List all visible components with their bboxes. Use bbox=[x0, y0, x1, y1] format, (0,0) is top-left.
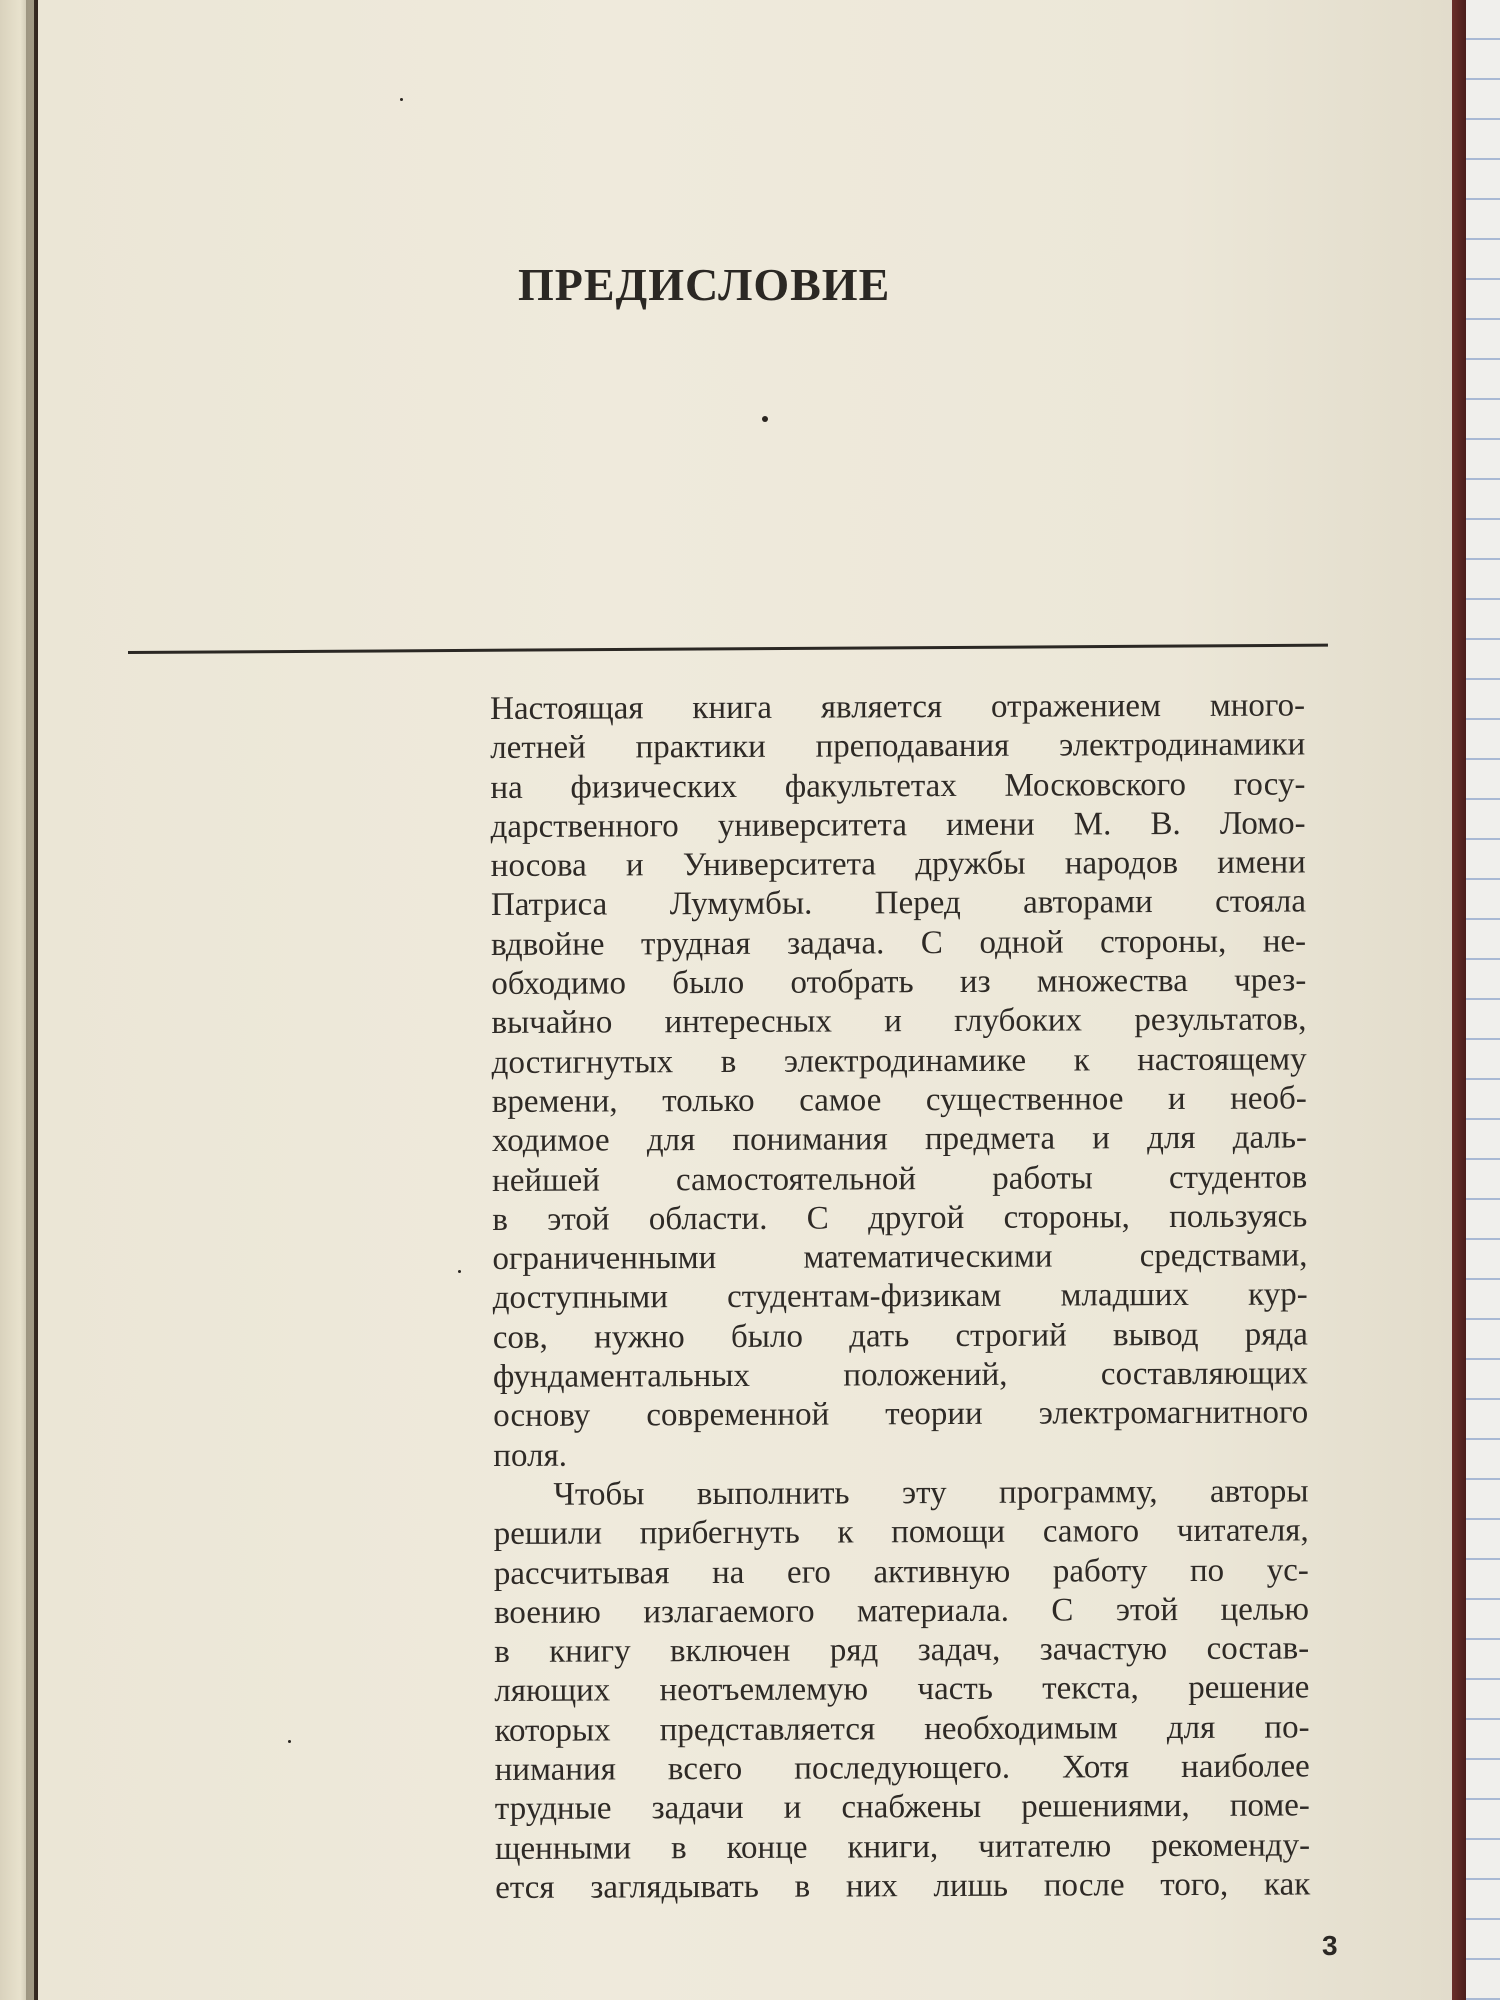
text-line: ходимое для понимания предмета и для даль- bbox=[491, 1119, 1308, 1160]
text-line: времени, только самое существенное и необ- bbox=[491, 1080, 1307, 1120]
text-line: сов, нужно было дать строгий вывод ряда bbox=[492, 1316, 1308, 1356]
preface-text bbox=[490, 686, 1310, 1908]
paragraph-2 bbox=[493, 1472, 1310, 1908]
lined-paper-edge bbox=[1466, 0, 1500, 2000]
text-line: поля. bbox=[493, 1437, 568, 1474]
text-line: ляющих неотъемлемую часть текста, решение bbox=[494, 1669, 1310, 1710]
ink-speck bbox=[762, 416, 768, 422]
ink-speck bbox=[288, 1740, 291, 1743]
text-line: щенными в конце книги, читателю рекоменду- bbox=[494, 1827, 1311, 1867]
text-line: на физических факультетах Московского госу- bbox=[490, 766, 1306, 806]
text-line: рассчитывая на его активную работу по ус- bbox=[493, 1551, 1309, 1592]
text-line: ограниченными математическими средствами, bbox=[492, 1237, 1308, 1278]
text-line: Чтобы выполнить эту программу, авторы bbox=[553, 1473, 1309, 1513]
text-line: Настоящая книга является отражением много- bbox=[490, 687, 1306, 727]
text-line: воению излагаемого материала. С этой целью bbox=[493, 1591, 1310, 1631]
text-line: вдвойне трудная задача. С одной стороны, не- bbox=[491, 923, 1307, 963]
text-line: основу современной теории электромагнитного bbox=[493, 1394, 1309, 1435]
text-line: нейшей самостоятельной работы студентов bbox=[492, 1159, 1308, 1199]
ink-speck bbox=[400, 98, 403, 101]
text-line: доступными студентам-физикам младших кур- bbox=[492, 1276, 1308, 1317]
text-line: достигнутых в электродинамике к настоящему bbox=[491, 1041, 1307, 1081]
text-line: обходимо было отобрать из множества чрез- bbox=[491, 962, 1307, 1003]
chapter-title: ПРЕДИСЛОВИЕ bbox=[518, 259, 891, 310]
text-line: дарственного университета имени М. В. Ломо- bbox=[490, 805, 1306, 845]
text-line: в книгу включен ряд задач, зачастую состав- bbox=[494, 1630, 1310, 1671]
ink-speck bbox=[458, 1270, 461, 1273]
text-line: фундаментальных положений, составляющих bbox=[492, 1355, 1309, 1396]
text-line: нимания всего последующего. Хотя наиболее bbox=[494, 1748, 1310, 1789]
page-number: 3 bbox=[1322, 1930, 1338, 1961]
text-line: Патриса Лумумбы. Перед авторами стояла bbox=[490, 883, 1307, 924]
book-cover-edge bbox=[1452, 0, 1466, 2000]
text-line: которых представляется необходимым для по- bbox=[494, 1709, 1310, 1749]
text-line: ется заглядывать в них лишь после того, как bbox=[495, 1866, 1311, 1906]
text-line: трудные задачи и снабжены решениями, поме- bbox=[494, 1787, 1310, 1828]
text-line: носова и Университета дружбы народов имени bbox=[490, 844, 1306, 885]
text-line: вычайно интересных и глубоких результатов, bbox=[491, 1001, 1307, 1042]
text-line: летней практики преподавания электродинамики bbox=[490, 726, 1306, 767]
text-line: решили прибегнуть к помощи самого читателя, bbox=[493, 1512, 1309, 1553]
text-line: в этой области. С другой стороны, пользуясь bbox=[492, 1198, 1308, 1238]
paragraph-1 bbox=[490, 686, 1308, 1475]
